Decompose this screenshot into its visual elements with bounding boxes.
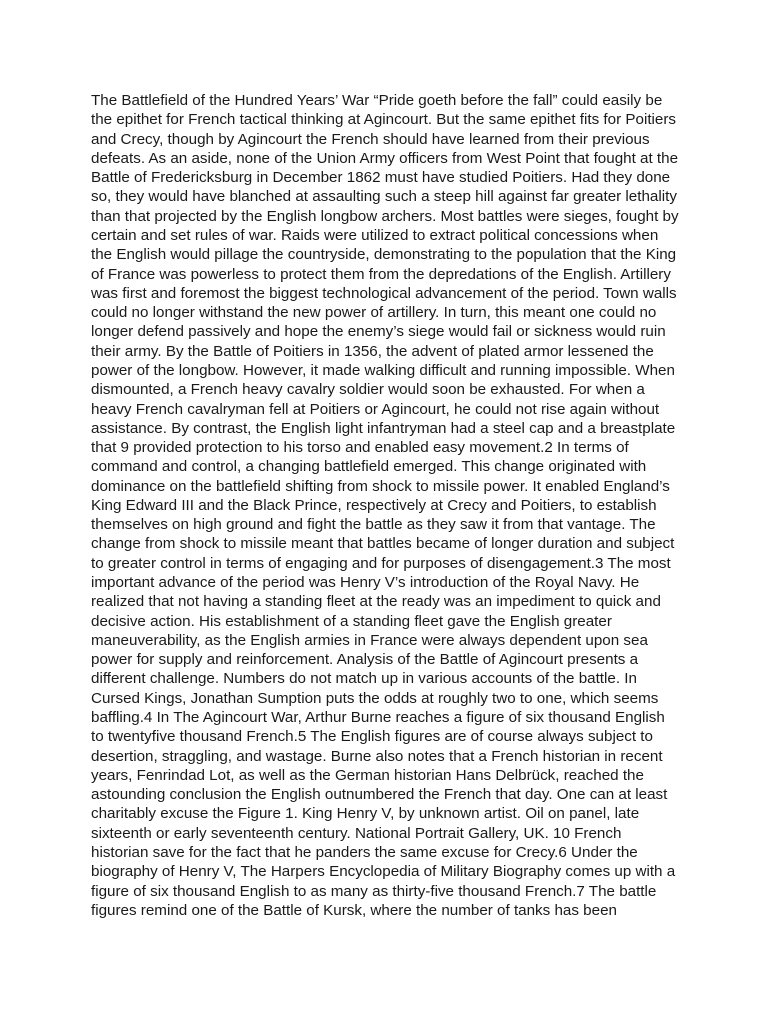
text-line: dismounted, a French heavy cavalry soldier would soon be exhausted. For when a: [91, 381, 645, 399]
text-line: historian save for the fact that he panders the same excuse for Crecy.6 Under the: [91, 843, 638, 861]
text-line: defeats. As an aside, none of the Union Army officers from West Point that fought at the: [91, 149, 679, 167]
text-line: was first and foremost the biggest technological advancement of the period. Town walls: [91, 284, 677, 302]
text-line: power for supply and reinforcement. Analysis of the Battle of Agincourt presents a: [91, 651, 639, 669]
text-line: to greater control in terms of engaging and for purposes of disengagement.3 The most: [91, 554, 671, 572]
text-line: maneuverability, as the English armies in France were always dependent upon sea: [91, 631, 648, 649]
text-line: heavy French cavalryman fell at Poitiers or Agincourt, he could not rise again without: [91, 400, 660, 418]
text-line: desertion, straggling, and wastage. Burne also notes that a French historian in recent: [91, 747, 663, 765]
text-line: the English would pillage the countryside, demonstrating to the population that the King: [91, 246, 677, 264]
text-line: sixteenth or early seventeenth century. National Portrait Gallery, UK. 10 French: [91, 824, 622, 842]
text-line: power of the longbow. However, it made walking difficult and running impossible. When: [91, 361, 675, 379]
text-line: Cursed Kings, Jonathan Sumption puts the odds at roughly two to one, which seems: [91, 689, 659, 707]
text-line: change from shock to missile meant that battles became of longer duration and subject: [91, 535, 675, 553]
text-line: to twentyfive thousand French.5 The English figures are of course always subject to: [91, 728, 653, 746]
text-line: different challenge. Numbers do not match up in various accounts of the battle. In: [91, 670, 637, 688]
text-line: figure of six thousand English to as many as thirty-five thousand French.7 The battle: [91, 882, 657, 900]
text-line: decisive action. His establishment of a standing fleet gave the English greater: [91, 612, 612, 630]
text-line: longer defend passively and hope the enemy’s siege would fail or sickness would ruin: [91, 323, 666, 341]
text-line: their army. By the Battle of Poitiers in 1356, the advent of plated armor lessened the: [91, 342, 654, 360]
text-line: The Battlefield of the Hundred Years’ War “Pride goeth before the fall” could easily be: [91, 92, 663, 109]
text-line: that 9 provided protection to his torso and enabled easy movement.2 In terms of: [91, 439, 629, 457]
body-paragraph: [91, 91, 691, 920]
text-line: astounding conclusion the English outnumbered the French that day. One can at least: [91, 786, 668, 804]
text-line: charitably excuse the Figure 1. King Henry V, by unknown artist. Oil on panel, late: [91, 805, 640, 823]
text-line: dominance on the battlefield shifting from shock to missile power. It enabled England’s: [91, 477, 670, 495]
text-line: assistance. By contrast, the English light infantryman had a steel cap and a breastplate: [91, 419, 676, 437]
text-line: biography of Henry V, The Harpers Encyclopedia of Military Biography comes up with a: [91, 863, 676, 881]
text-line: years, Fenrindad Lot, as well as the German historian Hans Delbrück, reached the: [91, 766, 644, 784]
text-line: of France was powerless to protect them from the depredations of the English. Artillery: [91, 265, 671, 283]
text-line: baffling.4 In The Agincourt War, Arthur Burne reaches a figure of six thousand English: [91, 709, 665, 726]
text-line: certain and set rules of war. Raids were utilized to extract political concessions when: [91, 226, 659, 244]
text-line: the epithet for French tactical thinking at Agincourt. But the same epithet fits for Poitiers: [91, 111, 677, 129]
text-line: and Crecy, though by Agincourt the French should have learned from their previous: [91, 130, 650, 148]
text-line: could no longer withstand the new power of artillery. In turn, this meant one could no: [91, 304, 657, 322]
text-line: King Edward III and the Black Prince, respectively at Crecy and Poitiers, to establish: [91, 496, 657, 514]
text-line: realized that not having a standing fleet at the ready was an impediment to quick and: [91, 593, 661, 611]
text-line: Battle of Fredericksburg in December 1862 must have studied Poitiers. Had they done: [91, 169, 671, 187]
text-line: important advance of the period was Henry V’s introduction of the Royal Navy. He: [91, 574, 640, 592]
text-line: command and control, a changing battlefield emerged. This change originated with: [91, 458, 647, 476]
text-line: so, they would have blanched at assaulting such a steep hill against far greater lethality: [91, 188, 677, 206]
text-line: than that projected by the English longbow archers. Most battles were sieges, fought by: [91, 207, 679, 225]
text-line: figures remind one of the Battle of Kursk, where the number of tanks has been: [91, 901, 617, 919]
text-line: themselves on high ground and fight the battle as they saw it from that vantage. The: [91, 516, 656, 534]
